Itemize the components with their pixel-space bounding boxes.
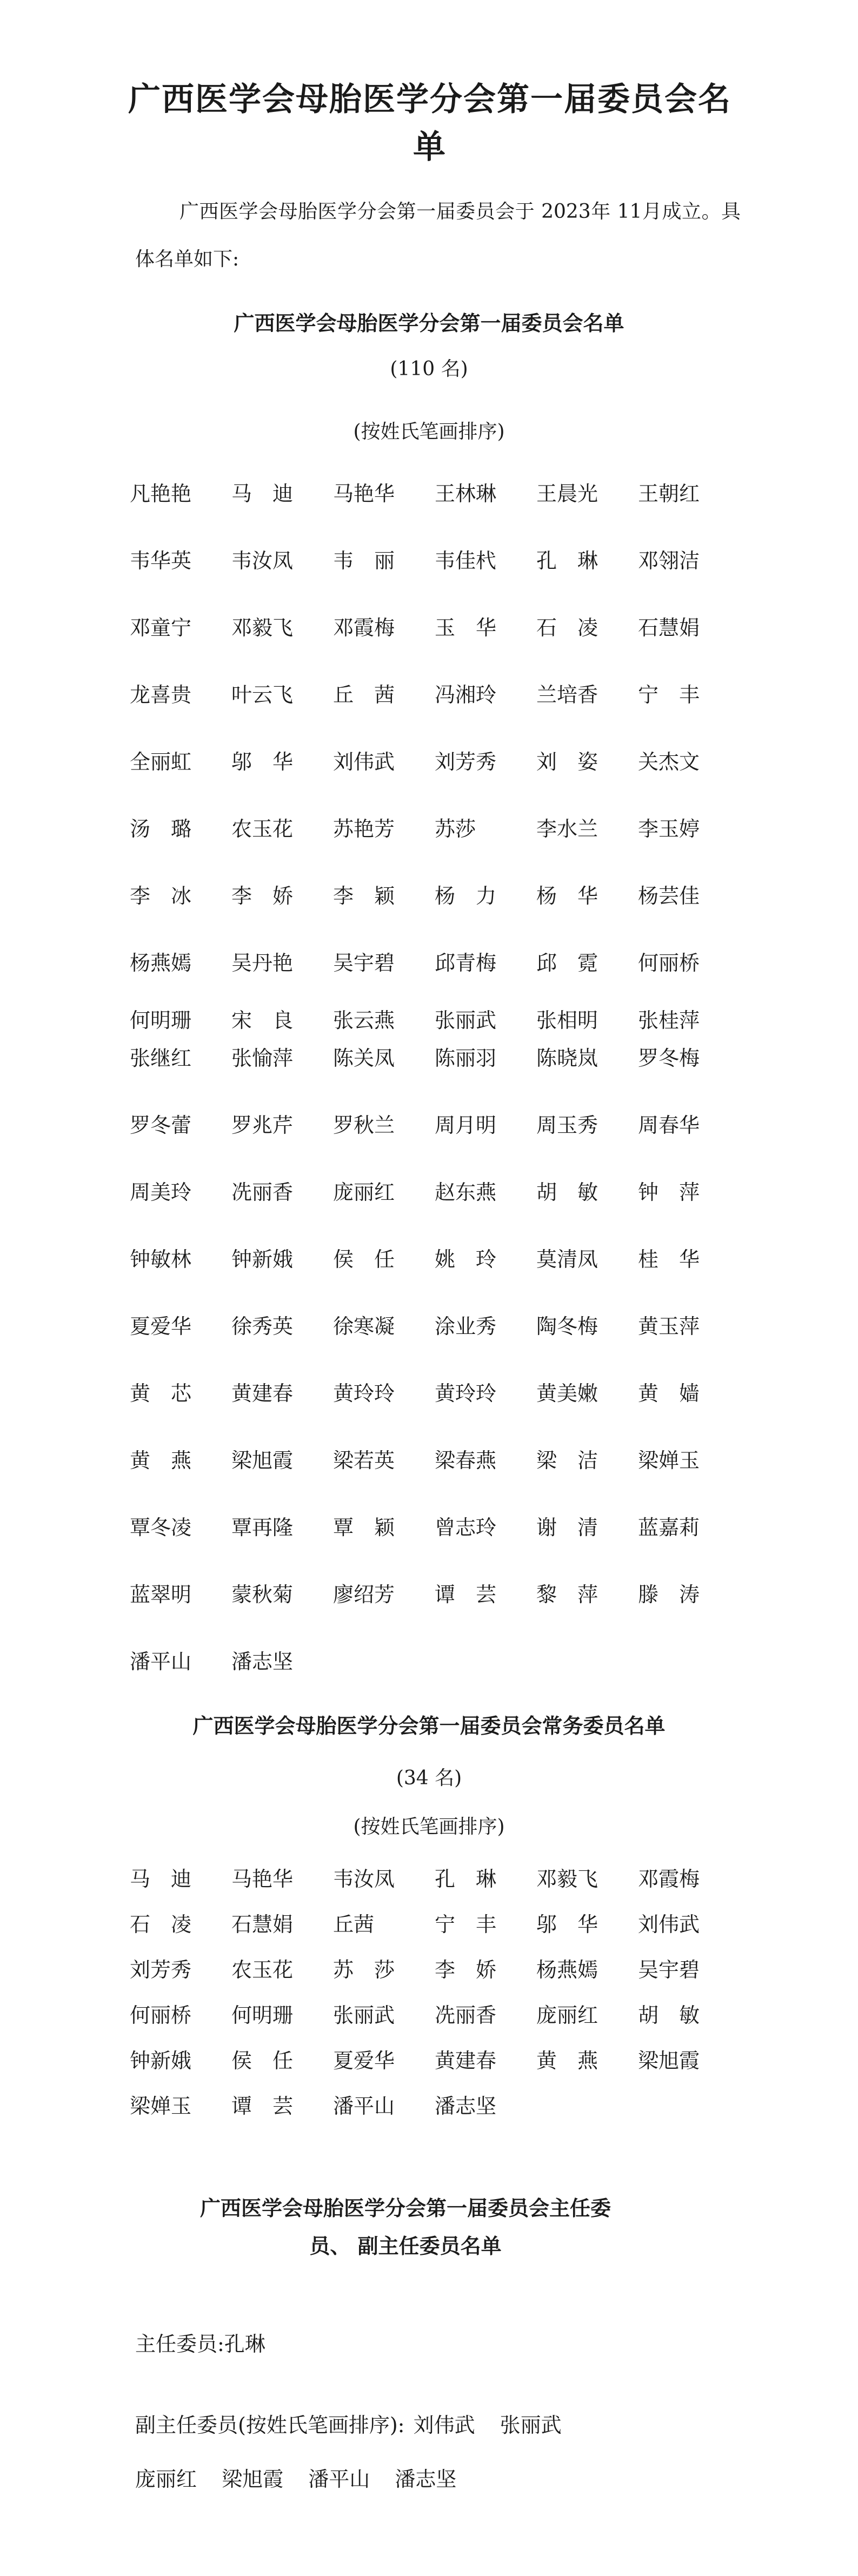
member-name: 谭 芸 (435, 1583, 497, 1606)
member-name: 韦汝凤 (333, 1867, 395, 1891)
member-name: 马艳华 (231, 1867, 294, 1891)
vice-chair-name: 刘伟武 (413, 2413, 475, 2437)
document-title: 广西医学会母胎医学分会第一届委员会名单 (128, 81, 731, 166)
member-name: 覃再隆 (231, 1516, 294, 1539)
committee-count: (110 名) (390, 358, 468, 380)
member-name: 何丽桥 (638, 951, 700, 975)
member-name: 邬 华 (231, 750, 294, 774)
member-name: 杨 力 (435, 884, 497, 908)
member-name: 夏爱华 (333, 2049, 395, 2073)
member-name: 石 凌 (130, 1913, 192, 1936)
member-name: 曾志玲 (435, 1516, 497, 1539)
member-name: 张云燕 (333, 1008, 395, 1032)
member-name: 王林琳 (435, 482, 497, 506)
member-name: 何丽桥 (130, 2003, 192, 2027)
member-name: 石慧娟 (231, 1913, 294, 1936)
member-name: 关杰文 (638, 750, 700, 774)
member-name: 李水兰 (536, 817, 598, 841)
member-name: 廖绍芳 (333, 1583, 395, 1606)
member-name: 黄 嫱 (638, 1382, 700, 1405)
member-name: 刘伟武 (333, 750, 395, 774)
member-name: 蒙秋菊 (231, 1583, 294, 1606)
member-name: 梁旭霞 (231, 1449, 294, 1472)
vice-chair-name: 庞丽红 (135, 2467, 197, 2491)
member-name: 宋 良 (231, 1008, 294, 1032)
member-name: 陈晓岚 (536, 1046, 598, 1070)
member-name: 邓霞梅 (333, 616, 395, 640)
member-name: 丘 茜 (333, 683, 395, 707)
member-name: 罗兆芹 (231, 1113, 294, 1137)
member-name: 吴宇碧 (333, 951, 395, 975)
standing-heading: 广西医学会母胎医学分会第一届委员会常务委员名单 (192, 1714, 666, 1738)
member-name: 邓童宁 (130, 616, 192, 640)
member-name: 庞丽红 (536, 2003, 598, 2027)
member-name: 梁若英 (333, 1449, 395, 1472)
member-name: 苏艳芳 (333, 817, 395, 841)
member-name: 凡艳艳 (130, 482, 192, 506)
member-name: 孔 琳 (435, 1867, 497, 1891)
member-name: 刘伟武 (638, 1913, 700, 1936)
member-name: 黄建春 (435, 2049, 497, 2073)
member-name: 梁 洁 (536, 1449, 598, 1472)
vice-chair-name: 潘平山 (308, 2467, 370, 2491)
member-name: 胡 敏 (536, 1180, 598, 1204)
member-name: 梁旭霞 (638, 2049, 700, 2073)
member-name: 徐秀英 (231, 1314, 294, 1338)
member-name: 黄玲玲 (333, 1382, 395, 1405)
member-name: 李 娇 (231, 884, 294, 908)
member-name: 龙喜贵 (130, 683, 192, 707)
committee-order-note: (按姓氏笔画排序) (353, 421, 505, 443)
member-name: 石 凌 (536, 616, 598, 640)
member-name: 邱青梅 (435, 951, 497, 975)
member-name: 罗秋兰 (333, 1113, 395, 1137)
member-name: 邓毅飞 (536, 1867, 598, 1891)
member-name: 陈丽羽 (435, 1046, 497, 1070)
member-name: 石慧娟 (638, 616, 700, 640)
member-name: 侯 任 (333, 1247, 395, 1271)
member-name: 冯湘玲 (435, 683, 497, 707)
vice-chair-line-2 (135, 2466, 475, 2493)
member-name: 邓翎洁 (638, 549, 700, 573)
member-name: 邓霞梅 (638, 1867, 700, 1891)
member-name: 冼丽香 (435, 2003, 497, 2027)
member-name: 李 颖 (333, 884, 395, 908)
member-name: 周玉秀 (536, 1113, 598, 1137)
member-name: 涂业秀 (435, 1314, 497, 1338)
member-name: 梁婵玉 (638, 1449, 700, 1472)
committee-mixed-row-1 (130, 1007, 741, 1034)
member-name: 宁 丰 (435, 1913, 497, 1936)
member-name: 邬 华 (536, 1913, 598, 1936)
committee-member-grid (130, 480, 741, 1017)
committee-member-grid-rest (130, 1112, 741, 1715)
member-name: 钟敏林 (130, 1247, 192, 1271)
member-name: 马艳华 (333, 482, 395, 506)
member-name: 罗冬梅 (638, 1046, 700, 1070)
leaders-heading-line-2: 员、 副主任委员名单 (309, 2234, 502, 2258)
member-name: 吴宇碧 (638, 1958, 700, 1982)
member-name: 梁婵玉 (130, 2094, 192, 2118)
member-name: 杨燕嫣 (130, 951, 192, 975)
member-name: 邓毅飞 (231, 616, 294, 640)
committee-mixed-row-2 (130, 1045, 741, 1072)
chair-line: 主任委员:孔琳 (135, 2332, 265, 2356)
member-name: 梁春燕 (435, 1449, 497, 1472)
member-name: 杨燕嫣 (536, 1958, 598, 1982)
member-name: 韦汝凤 (231, 549, 294, 573)
member-name: 桂 华 (638, 1247, 700, 1271)
member-name: 刘 姿 (536, 750, 598, 774)
member-name: 潘志坚 (435, 2094, 497, 2118)
member-name: 何明珊 (231, 2003, 294, 2027)
member-name: 夏爱华 (130, 1314, 192, 1338)
member-name: 覃冬凌 (130, 1516, 192, 1539)
mixed-row-grid (130, 1045, 741, 1072)
member-name: 韦佳杙 (435, 549, 497, 573)
member-name: 张相明 (536, 1008, 598, 1032)
member-name: 玉 华 (435, 616, 497, 640)
member-name: 杨芸佳 (638, 884, 700, 908)
member-name: 胡 敏 (638, 2003, 700, 2027)
vice-chair-name: 梁旭霞 (222, 2467, 284, 2491)
member-name: 黄 芯 (130, 1382, 192, 1405)
member-name: 张继红 (130, 1046, 192, 1070)
member-name: 李玉婷 (638, 817, 700, 841)
vice-chair-label: 副主任委员(按姓氏笔画排序): (135, 2413, 405, 2437)
member-name: 兰培香 (536, 683, 598, 707)
member-name: 蓝嘉莉 (638, 1516, 700, 1539)
member-name: 黄建春 (231, 1382, 294, 1405)
member-name: 谭 芸 (231, 2094, 294, 2118)
member-name: 姚 玲 (435, 1247, 497, 1271)
member-name: 刘芳秀 (435, 750, 497, 774)
member-name: 宁 丰 (638, 683, 700, 707)
member-name: 钟新娥 (130, 2049, 192, 2073)
member-name: 陶冬梅 (536, 1314, 598, 1338)
standing-count: (34 名) (396, 1767, 462, 1789)
member-name: 侯 任 (231, 2049, 294, 2073)
member-name: 李 冰 (130, 884, 192, 908)
member-name: 滕 涛 (638, 1583, 700, 1606)
member-name: 陈关凤 (333, 1046, 395, 1070)
member-name: 吴丹艳 (231, 951, 294, 975)
member-name: 黄 燕 (130, 1449, 192, 1472)
member-name: 周美玲 (130, 1180, 192, 1204)
member-name: 孔 琳 (536, 549, 598, 573)
member-name: 徐寒凝 (333, 1314, 395, 1338)
member-name: 潘平山 (333, 2094, 395, 2118)
member-name: 黎 萍 (536, 1583, 598, 1606)
member-name: 张愉萍 (231, 1046, 294, 1070)
member-name: 张丽武 (435, 1008, 497, 1032)
vice-chair-name: 潘志坚 (395, 2467, 457, 2491)
member-name: 周月明 (435, 1113, 497, 1137)
member-name: 钟 萍 (638, 1180, 700, 1204)
member-name: 黄美嫩 (536, 1382, 598, 1405)
member-name: 叶云飞 (231, 683, 294, 707)
member-name: 王朝红 (638, 482, 700, 506)
member-name: 赵东燕 (435, 1180, 497, 1204)
committee-heading: 广西医学会母胎医学分会第一届委员会名单 (234, 311, 624, 335)
member-name: 杨 华 (536, 884, 598, 908)
member-name: 庞丽红 (333, 1180, 395, 1204)
member-name: 苏 莎 (333, 1958, 395, 1982)
standing-member-grid (130, 1865, 741, 2138)
member-name: 农玉花 (231, 817, 294, 841)
member-name: 莫清凤 (536, 1247, 598, 1271)
member-name: 潘平山 (130, 1650, 192, 1674)
member-name: 黄 燕 (536, 2049, 598, 2073)
leaders-heading-line-1: 广西医学会母胎医学分会第一届委员会主任委 (199, 2196, 611, 2220)
member-name: 覃 颖 (333, 1516, 395, 1539)
member-name: 邱 霓 (536, 951, 598, 975)
member-name: 刘芳秀 (130, 1958, 192, 1982)
member-name: 周春华 (638, 1113, 700, 1137)
member-name: 韦 丽 (333, 549, 395, 573)
member-name: 蓝翠明 (130, 1583, 192, 1606)
member-name: 汤 璐 (130, 817, 192, 841)
member-name: 谢 清 (536, 1516, 598, 1539)
member-name: 张丽武 (333, 2003, 395, 2027)
member-name: 何明珊 (130, 1008, 192, 1032)
member-name: 张桂萍 (638, 1008, 700, 1032)
member-name: 马 迪 (130, 1867, 192, 1891)
standing-order-note: (按姓氏笔画排序) (353, 1816, 505, 1838)
member-name: 全丽虹 (130, 750, 192, 774)
member-name: 苏莎 (435, 817, 476, 841)
vice-chair-name: 张丽武 (500, 2413, 562, 2437)
member-name: 王晨光 (536, 482, 598, 506)
member-name: 黄玲玲 (435, 1382, 497, 1405)
member-name: 潘志坚 (231, 1650, 294, 1674)
member-name: 韦华英 (130, 549, 192, 573)
member-name: 李 娇 (435, 1958, 497, 1982)
member-name: 丘茜 (333, 1913, 375, 1936)
intro-paragraph: 广西医学会母胎医学分会第一届委员会于 2023年 11月成立。具体名单如下: (135, 201, 741, 270)
member-name: 罗冬蕾 (130, 1113, 192, 1137)
member-name: 马 迪 (231, 482, 294, 506)
member-name: 农玉花 (231, 1958, 294, 1982)
member-name: 黄玉萍 (638, 1314, 700, 1338)
member-name: 钟新娥 (231, 1247, 294, 1271)
member-name: 冼丽香 (231, 1180, 294, 1204)
vice-chair-line-1 (135, 2412, 580, 2439)
mixed-row-grid (130, 1007, 741, 1034)
